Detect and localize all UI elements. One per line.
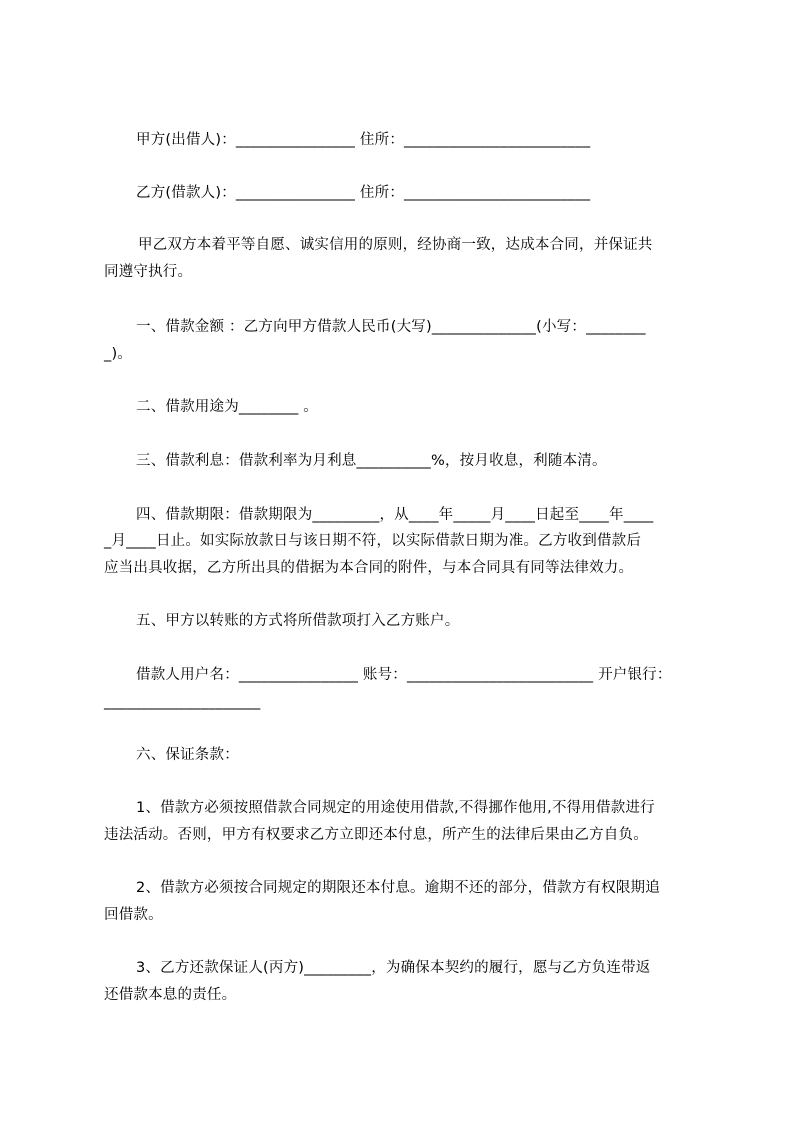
clause-6-3-line-2: 还借款本息的责任。 [104,987,237,1003]
clause-6-title: 六、保证条款： [136,747,239,763]
clause-4-line-2: _月____日止。如实际放款日与该日期不符，以实际借款日期为准。乙方收到借款后 [104,533,642,549]
preamble-line-2: 同遵守执行。 [104,264,193,280]
party-b-line: 乙方(借款人)：________________ 住所：_________________________ [136,185,591,201]
account-line-1: 借款人用户名：________________ 账号：_________________________ 开户银行： [136,667,672,683]
clause-1-line-1: 一、借款金额 ：乙方向甲方借款人民币(大写)______________(小写：________ [136,319,646,335]
clause-5: 五、甲方以转账的方式将所借款项打入乙方账户。 [136,613,460,629]
clause-6-1-line-1: 1、借款方必须按照借款合同规定的用途使用借款,不得挪作他用,不得用借款进行 [136,800,655,816]
clause-6-1-line-2: 违法活动。否则，甲方有权要求乙方立即还本付息，所产生的法律后果由乙方自负。 [104,827,648,843]
party-a-line: 甲方(出借人)：________________ 住所：_________________________ [136,132,591,148]
clause-2: 二、借款用途为________ 。 [136,399,319,415]
account-line-2: _____________________ [104,694,261,710]
preamble-line-1: 甲乙双方本着平等自愿、诚实信用的原则，经协商一致，达成本合同，并保证共 [138,237,653,253]
clause-4-line-3: 应当出具收据，乙方所出具的借据为本合同的附件，与本合同具有同等法律效力。 [104,560,634,576]
clause-1-line-2: _)。 [104,346,133,362]
clause-6-3-line-1: 3、乙方还款保证人(丙方)_________，为确保本契约的履行，愿与乙方负连带返 [136,960,651,976]
clause-4-line-1: 四、借款期限：借款期限为_________，从____年_____月____日起至____年____ [136,507,654,523]
clause-3: 三、借款利息：借款利率为月利息__________%，按月收息，利随本清。 [136,453,607,469]
clause-6-2-line-2: 回借款。 [104,907,163,923]
clause-6-2-line-1: 2、借款方必须按合同规定的期限还本付息。逾期不还的部分，借款方有权限期追 [136,880,660,896]
